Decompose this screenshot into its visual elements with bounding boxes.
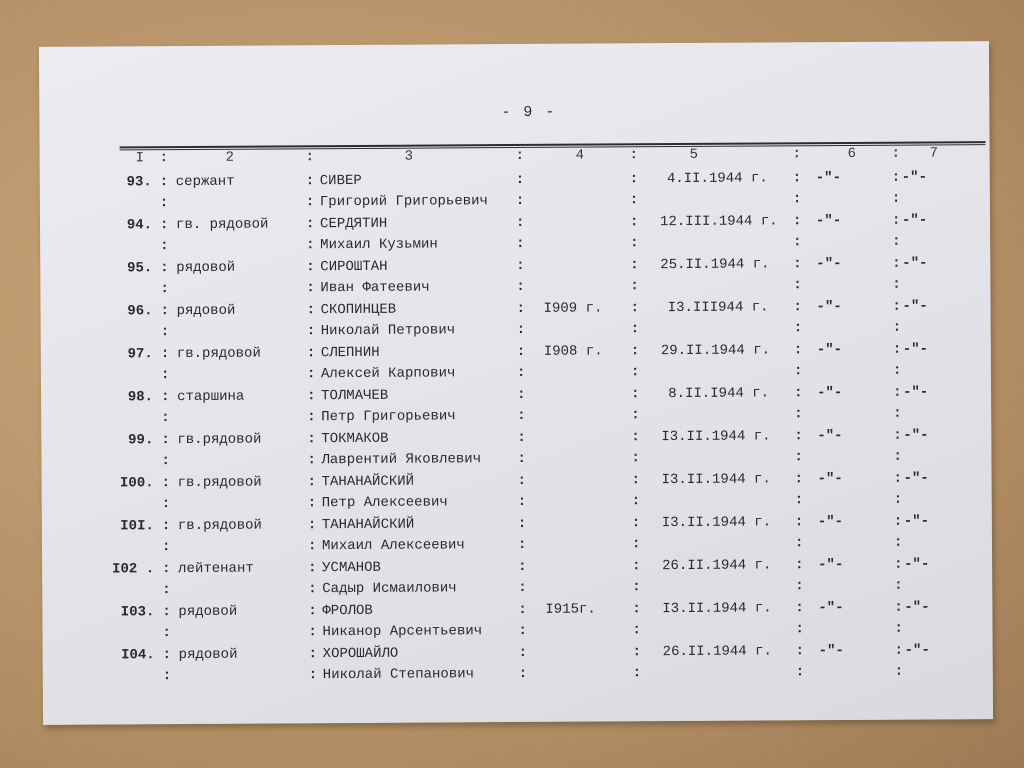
column-separator: : (630, 235, 639, 252)
column-separator: : (891, 212, 901, 229)
column-separator: : (631, 450, 640, 467)
column-header-2: 2 (225, 149, 235, 166)
record-surname: СЕРДЯТИН (319, 215, 388, 233)
column-separator: : (630, 278, 639, 295)
column-separator: : (518, 579, 527, 596)
column-separator: : (893, 384, 902, 401)
column-separator: : (160, 324, 170, 341)
column-separator: : (632, 665, 642, 682)
record-date: I3.II.1944 г. (661, 471, 771, 489)
record-surname: СИВЕР (319, 172, 362, 190)
column-separator: : (794, 406, 803, 423)
record-number: 97. (127, 346, 153, 363)
record-rank: гв. рядовой (175, 216, 269, 234)
column-separator: : (629, 192, 639, 209)
column-separator: : (894, 620, 903, 637)
column-separator: : (894, 577, 903, 594)
record-rank: лейтенант (178, 560, 254, 578)
column-separator: : (794, 471, 804, 488)
column-separator: : (892, 233, 901, 250)
column-separator: : (306, 302, 316, 319)
column-separator: : (631, 515, 641, 532)
column-separator: : (307, 474, 317, 491)
column-separator: : (629, 147, 639, 164)
column-separator: : (891, 190, 901, 207)
column-separator: : (516, 321, 526, 338)
record-col6-ditto: -"- (818, 557, 844, 574)
record-number: 93. (126, 174, 152, 191)
column-separator: : (893, 448, 902, 465)
column-separator: : (517, 407, 526, 424)
record-col7-ditto: -"- (903, 384, 929, 401)
column-separator: : (306, 323, 316, 340)
column-separator: : (308, 624, 317, 641)
record-rank: гв.рядовой (176, 345, 261, 363)
record-number: 96. (127, 303, 153, 320)
column-separator: : (629, 171, 639, 188)
column-separator: : (159, 150, 169, 167)
column-separator: : (515, 147, 525, 164)
record-date: 26.II.1944 г. (662, 643, 772, 661)
column-separator: : (795, 664, 805, 681)
record-number: 95. (127, 260, 153, 277)
column-separator: : (793, 234, 802, 251)
column-separator: : (892, 319, 902, 336)
column-separator: : (893, 470, 903, 487)
column-separator: : (630, 257, 639, 274)
column-separator: : (160, 281, 169, 298)
column-separator: : (893, 513, 903, 530)
column-separator: : (631, 386, 640, 403)
record-birth-year: I915г. (545, 601, 596, 618)
column-separator: : (631, 493, 641, 510)
record-col7-ditto: -"- (903, 513, 930, 530)
column-separator: : (161, 518, 171, 535)
record-col6-ditto: -"- (817, 514, 844, 531)
column-separator: : (162, 647, 172, 664)
record-col6-ditto: -"- (817, 471, 843, 488)
column-separator: : (795, 578, 804, 595)
column-separator: : (515, 214, 525, 231)
column-separator: : (517, 536, 527, 553)
column-separator: : (162, 625, 171, 642)
record-rank: рядовой (176, 259, 236, 277)
record-col7-ditto: -"- (902, 298, 928, 315)
record-date: 4.II.1944 г. (666, 170, 768, 188)
record-surname: ХОРОШАЙЛО (322, 645, 399, 663)
records-table (39, 41, 989, 685)
record-birth-year: I908 г. (543, 343, 603, 360)
column-separator: : (515, 171, 525, 188)
column-separator: : (160, 346, 170, 363)
column-separator: : (308, 560, 317, 577)
column-separator: : (631, 429, 640, 446)
record-given-name: Григорий Григорьевич (319, 193, 488, 211)
column-separator: : (630, 364, 640, 381)
table-row-continuation (43, 663, 993, 690)
column-separator: : (159, 217, 169, 234)
record-surname: ТОЛМАЧЕВ (321, 387, 389, 405)
column-separator: : (795, 600, 804, 617)
column-separator: : (516, 235, 525, 252)
record-rank: гв.рядовой (177, 431, 262, 449)
column-separator: : (308, 646, 318, 663)
column-separator: : (159, 174, 169, 191)
column-separator: : (632, 558, 641, 575)
column-separator: : (307, 538, 317, 555)
record-surname: СЛЕПНИН (320, 344, 380, 362)
column-separator: : (305, 216, 315, 233)
record-given-name: Михаил Алексеевич (321, 537, 465, 555)
column-separator: : (307, 495, 317, 512)
column-separator: : (162, 604, 171, 621)
column-separator: : (306, 237, 315, 254)
record-birth-year: I909 г. (543, 300, 603, 317)
record-surname: ТАНАНАЙСКИЙ (321, 516, 415, 534)
record-number: I0I. (120, 518, 154, 535)
column-separator: : (517, 450, 526, 467)
column-separator: : (630, 300, 640, 317)
record-number: I02 . (112, 561, 155, 578)
record-given-name: Петр Алексеевич (321, 494, 448, 512)
record-col7-ditto: -"- (904, 556, 930, 573)
column-separator: : (518, 558, 527, 575)
column-separator: : (161, 496, 171, 513)
record-col6-ditto: -"- (818, 600, 844, 617)
record-col7-ditto: -"- (904, 599, 930, 616)
column-separator: : (162, 582, 171, 599)
column-separator: : (795, 643, 805, 660)
record-date: 12.III.1944 г. (659, 213, 778, 231)
column-separator: : (893, 427, 902, 444)
record-date: 29.II.1944 г. (660, 342, 771, 360)
record-rank: старшина (177, 388, 245, 406)
column-separator: : (894, 642, 904, 659)
record-number: I03. (120, 604, 155, 621)
column-separator: : (161, 432, 170, 449)
record-surname: ФРОЛОВ (322, 602, 373, 620)
column-header-3: 3 (404, 148, 414, 165)
record-surname: СКОПИНЦЕВ (320, 301, 397, 319)
record-number: I04. (120, 647, 155, 664)
column-separator: : (305, 173, 315, 190)
record-col7-ditto: -"- (902, 341, 929, 358)
column-separator: : (518, 622, 527, 639)
page-number: - 9 - (501, 103, 557, 122)
column-separator: : (794, 514, 804, 531)
column-header-7: 7 (929, 145, 939, 162)
record-col6-ditto: -"- (815, 170, 842, 187)
column-separator: : (306, 366, 316, 383)
column-separator: : (161, 389, 170, 406)
column-separator: : (632, 644, 642, 661)
column-separator: : (517, 386, 526, 403)
column-separator: : (631, 472, 641, 489)
record-date: I3.III944 г. (667, 299, 769, 317)
column-separator: : (792, 191, 802, 208)
column-separator: : (892, 362, 902, 379)
column-separator: : (161, 453, 170, 470)
column-separator: : (517, 515, 527, 532)
column-separator: : (516, 257, 525, 274)
column-separator: : (516, 300, 526, 317)
column-separator: : (630, 343, 640, 360)
column-separator: : (515, 192, 525, 209)
record-number: 94. (126, 217, 153, 234)
column-separator: : (518, 665, 528, 682)
column-separator: : (793, 299, 802, 316)
record-surname: УСМАНОВ (322, 559, 381, 577)
column-separator: : (517, 472, 527, 489)
record-given-name: Михаил Кузьмин (320, 236, 438, 254)
column-separator: : (306, 345, 316, 362)
column-separator: : (632, 601, 641, 618)
column-separator: : (161, 410, 170, 427)
record-col7-ditto: -"- (903, 470, 929, 487)
column-header-4: 4 (575, 147, 585, 164)
record-number: 98. (127, 389, 154, 406)
column-separator: : (632, 579, 641, 596)
column-separator: : (631, 536, 641, 553)
record-given-name: Алексей Карпович (320, 365, 456, 383)
column-separator: : (630, 321, 640, 338)
column-separator: : (891, 169, 901, 186)
column-separator: : (162, 561, 171, 578)
column-separator: : (160, 260, 169, 277)
record-date: I3.II.1944 г. (661, 514, 772, 532)
column-separator: : (308, 603, 317, 620)
column-separator: : (893, 405, 902, 422)
column-separator: : (307, 431, 316, 448)
column-separator: : (518, 601, 527, 618)
column-separator: : (305, 194, 315, 211)
record-given-name: Иван Фатеевич (320, 279, 430, 297)
column-separator: : (894, 556, 903, 573)
column-separator: : (793, 342, 803, 359)
column-separator: : (793, 320, 803, 337)
record-col6-ditto: -"- (816, 256, 842, 273)
record-rank: рядовой (178, 603, 238, 621)
column-header-6: 6 (847, 145, 857, 162)
record-given-name: Лаврентий Яковлевич (321, 451, 482, 469)
record-col7-ditto: -"- (904, 642, 930, 659)
record-col6-ditto: -"- (818, 643, 844, 660)
column-separator: : (893, 491, 903, 508)
column-separator: : (795, 621, 804, 638)
column-separator: : (891, 145, 901, 162)
column-separator: : (794, 449, 803, 466)
column-separator: : (894, 599, 903, 616)
column-header-5: 5 (689, 146, 699, 163)
column-separator: : (792, 213, 802, 230)
record-rank: рядовой (178, 646, 238, 664)
record-given-name: Николай Степанович (322, 666, 475, 684)
column-separator: : (160, 303, 170, 320)
column-separator: : (795, 557, 804, 574)
column-separator: : (517, 429, 526, 446)
column-separator: : (516, 343, 526, 360)
column-separator: : (892, 276, 901, 293)
column-separator: : (892, 298, 901, 315)
column-separator: : (893, 534, 903, 551)
column-separator: : (794, 385, 803, 402)
record-date: I3.II.1944 г. (661, 428, 771, 446)
column-separator: : (306, 280, 315, 297)
record-col7-ditto: -"- (903, 427, 929, 444)
column-separator: : (161, 539, 171, 556)
record-date: 26.II.1944 г. (662, 557, 772, 575)
column-separator: : (794, 492, 804, 509)
record-date: 8.II.I944 г. (668, 385, 770, 403)
column-separator: : (306, 259, 315, 276)
column-separator: : (307, 452, 316, 469)
column-separator: : (792, 146, 802, 163)
column-separator: : (629, 214, 639, 231)
column-separator: : (517, 493, 527, 510)
record-rank: сержант (175, 173, 235, 191)
column-separator: : (892, 255, 901, 272)
column-separator: : (793, 277, 802, 294)
record-surname: ТОКМАКОВ (321, 430, 389, 448)
column-separator: : (518, 644, 528, 661)
record-given-name: Никанор Арсентьевич (322, 623, 483, 641)
record-given-name: Садыр Исмаилович (322, 580, 457, 598)
column-separator: : (793, 363, 803, 380)
column-separator: : (308, 581, 317, 598)
record-col6-ditto: -"- (817, 385, 843, 402)
column-separator: : (793, 256, 802, 273)
column-header-row (40, 145, 990, 173)
column-separator: : (632, 622, 641, 639)
record-col7-ditto: -"- (901, 212, 928, 229)
column-separator: : (161, 475, 171, 492)
column-separator: : (162, 668, 172, 685)
column-separator: : (160, 367, 170, 384)
record-col6-ditto: -"- (817, 428, 843, 445)
record-col7-ditto: -"- (902, 255, 928, 272)
record-given-name: Николай Петрович (320, 322, 456, 340)
record-number: 99. (128, 432, 154, 449)
column-separator: : (631, 407, 640, 424)
record-surname: СИРОШТАН (320, 258, 388, 276)
column-separator: : (305, 149, 315, 166)
column-separator: : (308, 667, 318, 684)
column-separator: : (794, 428, 803, 445)
record-rank: гв.рядовой (177, 474, 262, 492)
column-header-1: I (135, 150, 145, 167)
column-separator: : (516, 278, 525, 295)
column-separator: : (160, 238, 169, 255)
column-separator: : (792, 170, 802, 187)
record-given-name: Петр Григорьевич (321, 408, 456, 426)
column-separator: : (794, 535, 804, 552)
column-separator: : (892, 341, 902, 358)
document-page (39, 41, 993, 725)
record-number: I00. (119, 475, 154, 492)
column-separator: : (894, 663, 904, 680)
record-rank: рядовой (176, 302, 236, 320)
column-separator: : (307, 409, 316, 426)
record-col7-ditto: -"- (901, 169, 928, 186)
record-col6-ditto: -"- (816, 342, 843, 359)
column-separator: : (516, 364, 526, 381)
record-date: I3.II.1944 г. (662, 600, 772, 618)
record-surname: ТАНАНАЙСКИЙ (321, 473, 415, 491)
column-separator: : (307, 517, 317, 534)
record-date: 25.II.1944 г. (660, 256, 770, 274)
record-rank: гв.рядовой (177, 517, 262, 535)
column-separator: : (307, 388, 316, 405)
record-col6-ditto: -"- (815, 213, 842, 230)
record-col6-ditto: -"- (816, 299, 842, 316)
column-separator: : (159, 195, 169, 212)
